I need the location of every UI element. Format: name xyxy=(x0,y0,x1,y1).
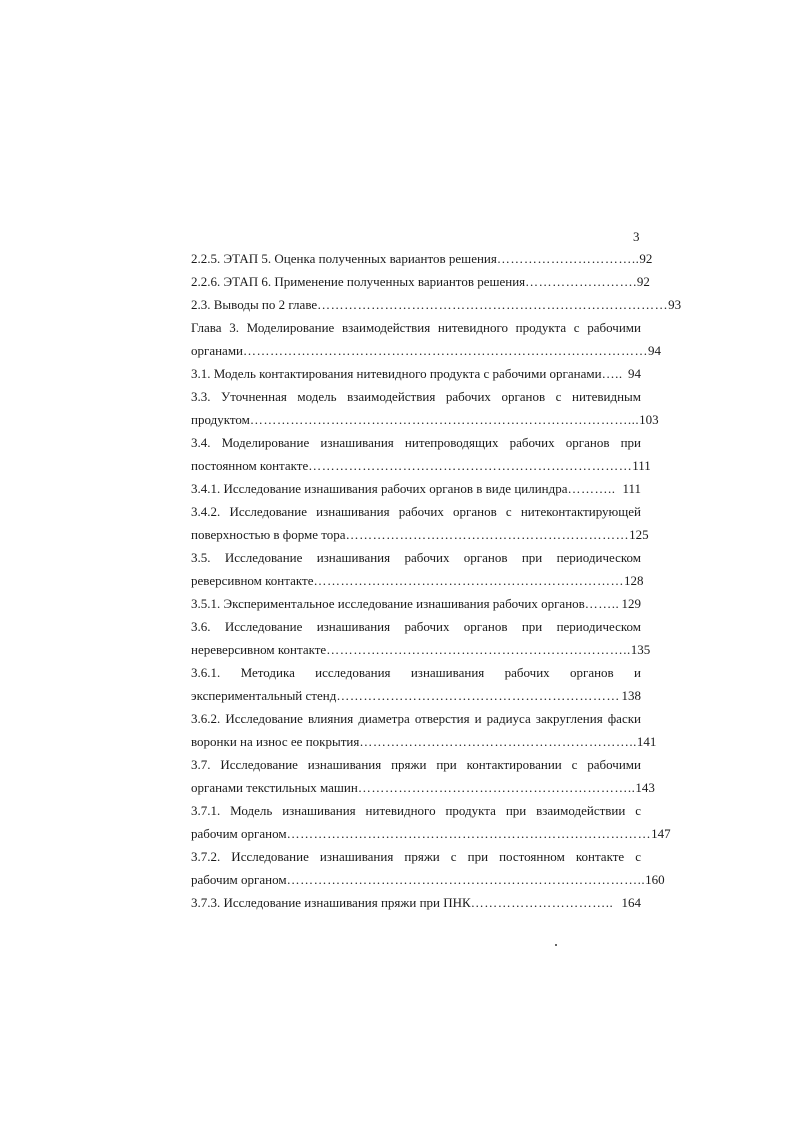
toc-entry-first-line[interactable]: 3.3. Уточненная модель взаимодействия рабочих органов с нитевидным xyxy=(191,389,641,404)
toc-entry-first-line[interactable]: 3.5. Исследование изнашивания рабочих органов при периодическом xyxy=(191,550,641,565)
toc-page-number: 160 xyxy=(645,872,665,887)
toc-leader-dots: ……………………………………………………… xyxy=(345,527,630,542)
toc-entry-title: постоянном контакте xyxy=(191,458,309,473)
toc-page-number: 111 xyxy=(632,458,651,473)
toc-entry[interactable] xyxy=(191,684,641,707)
toc-leader-dots: …………………………………………………………………… xyxy=(317,297,669,312)
toc-entry[interactable] xyxy=(191,868,665,891)
toc-entry-title: экспериментальный стенд xyxy=(191,688,337,703)
toc-page-number: 128 xyxy=(623,573,644,588)
toc-entry-first-line[interactable]: Глава 3. Моделирование взаимодействия нитевидного продукта с рабочими xyxy=(191,320,641,335)
toc-entry[interactable] xyxy=(191,523,649,546)
toc-leader-dots: …….. xyxy=(584,596,620,611)
toc-entry[interactable] xyxy=(191,362,641,385)
toc-page-number: 143 xyxy=(635,780,655,795)
toc-leader-dots: ……………………………………………………………………… xyxy=(286,826,652,841)
page-number: 3 xyxy=(633,229,640,244)
toc-leader-dots: …………………………………………………………… xyxy=(313,573,624,588)
toc-entry-title: 3.4.1. Исследование изнашивания рабочих органов в виде цилиндра xyxy=(191,481,568,496)
toc-entry-first-line[interactable]: 3.7.2. Исследование изнашивания пряжи с при постоянном контакте с xyxy=(191,849,641,864)
toc-entry-title: 3.5.1. Экспериментальное исследование изнашивания рабочих органов xyxy=(191,596,585,611)
toc-leader-dots: ………………………….. xyxy=(470,895,614,910)
toc-page-number: 93 xyxy=(668,297,682,312)
toc-entry-title: 2.2.5. ЭТАП 5. Оценка полученных вариантов решения xyxy=(191,251,497,266)
toc-entry-first-line[interactable]: 3.6.1. Методика исследования изнашивания рабочих органов и xyxy=(191,665,641,680)
toc-entry[interactable] xyxy=(191,638,651,661)
toc-entry[interactable] xyxy=(191,408,659,431)
toc-entry[interactable] xyxy=(191,776,655,799)
toc-entry-title: 3.1. Модель контактирования нитевидного продукта с рабочими органами xyxy=(191,366,602,381)
toc-entry[interactable] xyxy=(191,339,662,362)
toc-entry-title: продуктом xyxy=(191,412,250,427)
toc-entry[interactable] xyxy=(191,247,653,270)
toc-entry-title: нереверсивном контакте xyxy=(191,642,327,657)
toc-entry[interactable] xyxy=(191,730,657,753)
toc-leader-dots: …………………………………………………………………………... xyxy=(249,412,640,427)
toc-entry-title: 2.3. Выводы по 2 главе xyxy=(191,297,318,312)
toc-entry[interactable] xyxy=(191,477,641,500)
toc-entry-first-line[interactable]: 3.6. Исследование изнашивания рабочих органов при периодическом xyxy=(191,619,641,634)
toc-page-number: 135 xyxy=(630,642,651,657)
toc-entry-title: воронки на износ ее покрытия xyxy=(191,734,360,749)
toc-page-number: 138 xyxy=(621,688,641,703)
toc-entry-title: поверхностью в форме тора xyxy=(191,527,346,542)
toc-leader-dots: ……………………. xyxy=(525,274,637,289)
toc-entry-first-line[interactable]: 3.7.1. Модель изнашивания нитевидного продукта при взаимодействии с xyxy=(191,803,641,818)
toc-entry[interactable] xyxy=(191,592,641,615)
toc-leader-dots: ….. xyxy=(601,366,623,381)
toc-leader-dots: …………………………………………………………………….. xyxy=(286,872,646,887)
toc-page-number: 125 xyxy=(629,527,649,542)
toc-entry-title: реверсивном контакте xyxy=(191,573,314,588)
toc-entry-first-line[interactable]: 3.6.2. Исследование влияния диаметра отверстия и радиуса закругления фаски xyxy=(191,711,641,726)
toc-entry[interactable] xyxy=(191,891,641,914)
toc-leader-dots: ………………………………………………………….. xyxy=(326,642,631,657)
toc-entry-title: 2.2.6. ЭТАП 6. Применение полученных вариантов решения xyxy=(191,274,526,289)
toc-page-number: 141 xyxy=(636,734,657,749)
toc-entry-title: рабочим органом xyxy=(191,872,287,887)
toc-entry-first-line[interactable]: 3.4.2. Исследование изнашивания рабочих органов с нитеконтактирующей xyxy=(191,504,641,519)
toc-page-number: 94 xyxy=(628,366,641,381)
table-of-contents xyxy=(191,247,682,914)
toc-leader-dots: …………………………………………………….. xyxy=(359,734,637,749)
toc-entry[interactable] xyxy=(191,569,644,592)
toc-page-number: 129 xyxy=(621,596,641,611)
toc-page-number: 103 xyxy=(639,412,659,427)
toc-page-number: 111 xyxy=(622,481,641,496)
toc-entry-title: 3.7.3. Исследование изнашивания пряжи при ПНК xyxy=(191,895,471,910)
toc-leader-dots: ……………………………………………………… xyxy=(336,688,620,703)
toc-entry-first-line[interactable]: 3.7. Исследование изнашивания пряжи при контактировании с рабочими xyxy=(191,757,641,772)
toc-entry-title: рабочим органом xyxy=(191,826,287,841)
toc-page-number: 164 xyxy=(621,895,641,910)
toc-leader-dots: ……………………………………………………………………………… xyxy=(243,343,649,358)
toc-leader-dots: ……….. xyxy=(567,481,616,496)
toc-entry[interactable] xyxy=(191,270,650,293)
toc-page-number: 92 xyxy=(639,251,653,266)
toc-entry-title: органами xyxy=(191,343,244,358)
toc-page-number: 94 xyxy=(648,343,662,358)
toc-leader-dots: ………………………….. xyxy=(496,251,640,266)
toc-entry-title: органами текстильных машин xyxy=(191,780,358,795)
toc-page-number: 147 xyxy=(651,826,671,841)
toc-entry[interactable] xyxy=(191,293,682,316)
toc-leader-dots: …………………………………………………….. xyxy=(357,780,636,795)
toc-entry[interactable] xyxy=(191,454,651,477)
toc-leader-dots: ……………………………………………………………… xyxy=(308,458,633,473)
toc-entry[interactable] xyxy=(191,822,671,845)
toc-page-number: 92 xyxy=(636,274,650,289)
scan-speck xyxy=(555,944,557,946)
toc-entry-first-line[interactable]: 3.4. Моделирование изнашивания нитепроводящих рабочих органов при xyxy=(191,435,641,450)
